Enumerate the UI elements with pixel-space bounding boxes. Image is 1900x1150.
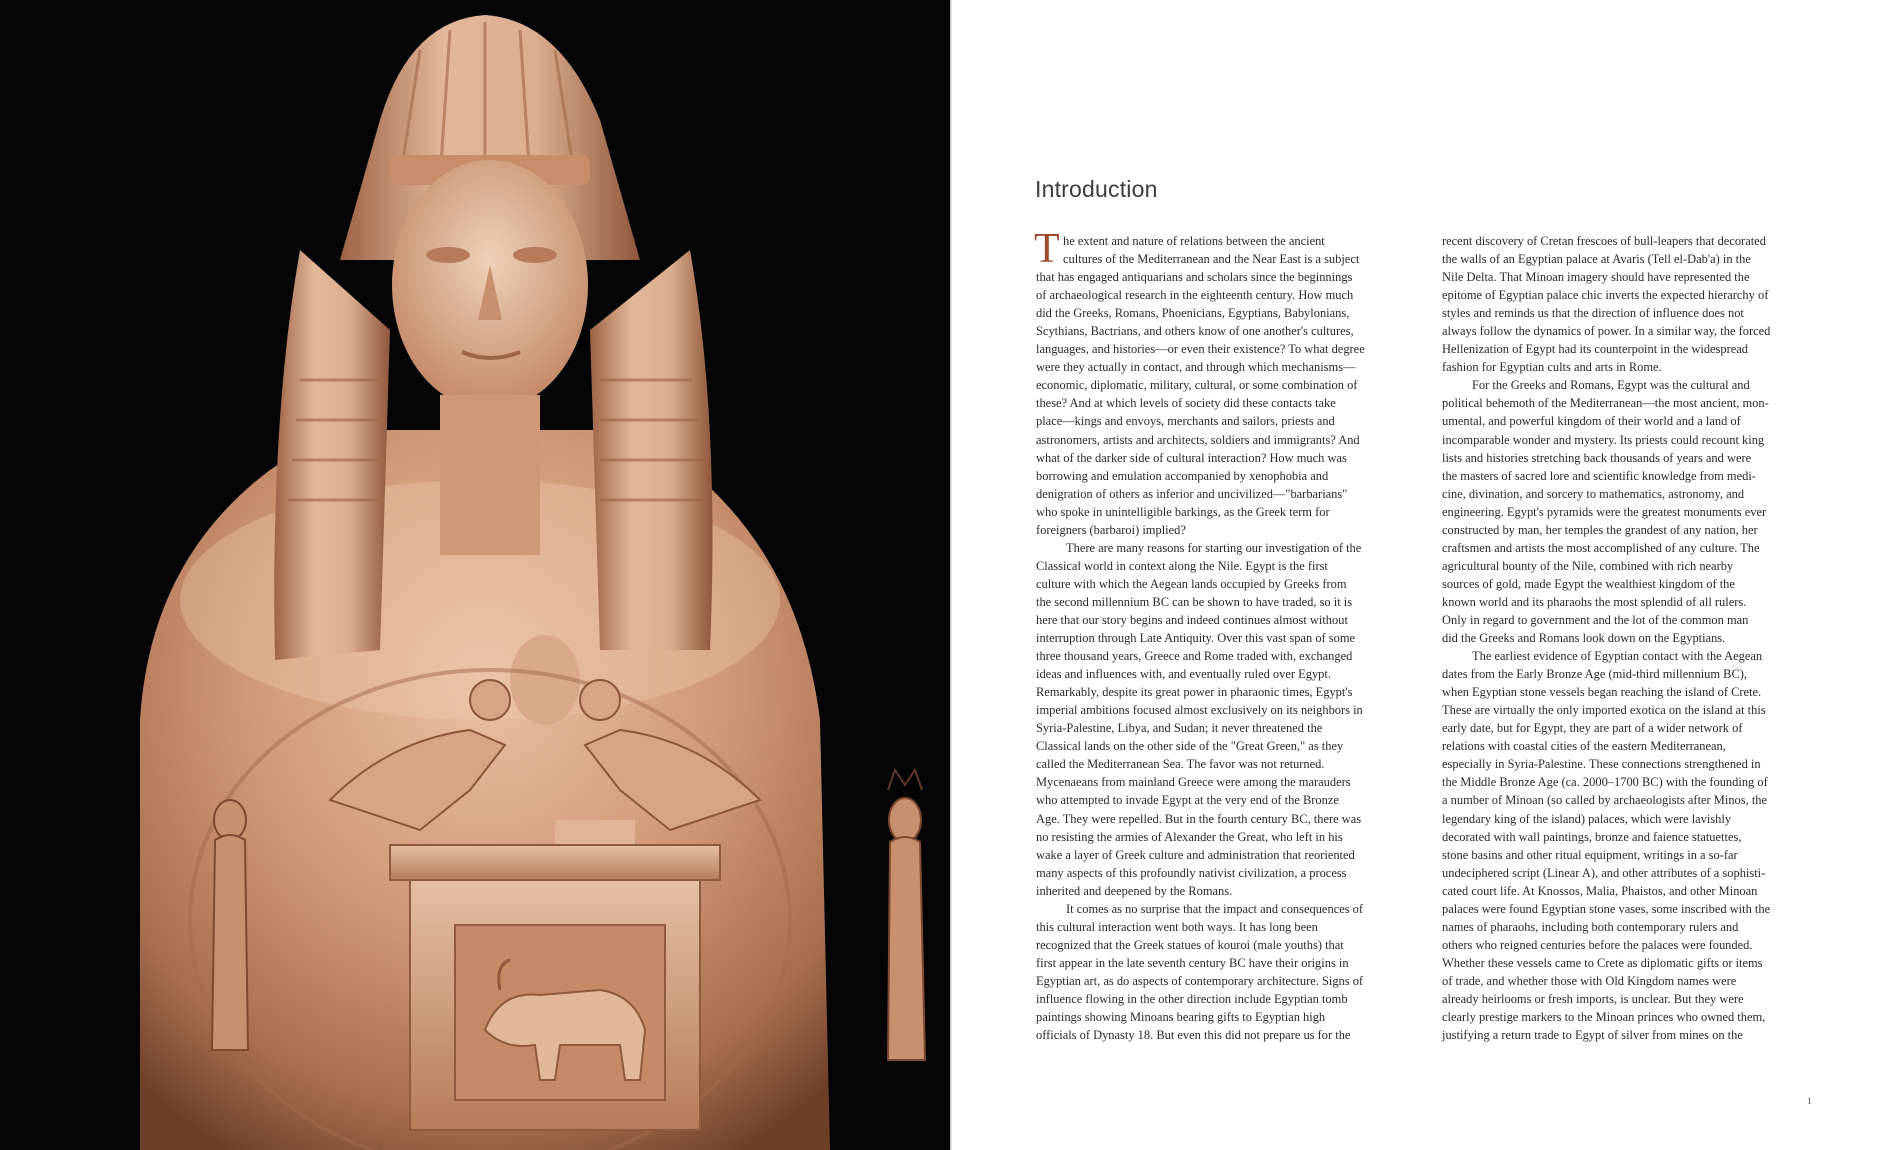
text-line: others who reigned centuries before the palaces were founded. xyxy=(1442,937,1753,952)
chapter-title: Introduction xyxy=(1035,176,1158,202)
text-line: of trade, and whether those with Old Kingdom names were xyxy=(1442,973,1737,988)
text-line: early date, but for Egypt, they are part of a wider network of xyxy=(1442,721,1743,736)
text-line: Only in regard to government and the lot of the common man xyxy=(1442,612,1749,627)
text-line: did the Greeks and Romans look down on the Egyptians. xyxy=(1442,631,1726,646)
text-line: the Middle Bronze Age (ca. 2000–1700 BC) with the founding of xyxy=(1442,775,1768,790)
text-line: stone basins and other ritual equipment, writings in a so-far xyxy=(1442,847,1738,862)
text-line: cine, divination, and sorcery to mathematics, astronomy, and xyxy=(1442,486,1745,501)
text-line: These are virtually the only imported exotica on the island at this xyxy=(1442,703,1766,718)
text-line: borrowing and emulation accompanied by xenophobia and xyxy=(1036,468,1329,483)
text-line: recent discovery of Cretan frescoes of bull-leapers that decorated xyxy=(1442,234,1766,248)
text-line: There are many reasons for starting our investigation of the xyxy=(1066,540,1362,555)
text-line: Classical world in context along the Nile. Egypt is the first xyxy=(1036,558,1328,573)
text-line: the walls of an Egyptian palace at Avaris (Tell el-Dab'a) in the xyxy=(1442,252,1751,267)
text-line: astronomers, artists and architects, soldiers and immigrants? And xyxy=(1036,432,1360,447)
text-line: Hellenization of Egypt had its counterpoint in the widespread xyxy=(1442,342,1749,357)
text-page xyxy=(952,0,1900,1150)
text-line: Age. They were repelled. But in the fourth century BC, there was xyxy=(1036,811,1362,826)
text-line: undeciphered script (Linear A), and other attributes of a sophisti- xyxy=(1442,865,1766,880)
text-line: interruption through Late Antiquity. Over this vast span of some xyxy=(1036,631,1356,646)
text-line: agricultural bounty of the Nile, combined with rich nearby xyxy=(1442,558,1734,573)
text-line: denigration of others as inferior and uncivilized—"barbarians" xyxy=(1036,486,1348,501)
text-line: incomparable wonder and mystery. Its priests could recount king xyxy=(1442,432,1765,447)
text-line: dates from the Early Bronze Age (mid-third millennium BC), xyxy=(1442,667,1747,682)
text-line: a number of Minoan (so called by archaeologists after Minos, the xyxy=(1442,793,1768,808)
text-line: Classical lands on the other side of the "Great Green," as they xyxy=(1036,739,1344,754)
page-number: 1 xyxy=(1807,1096,1812,1106)
text-line: Mycenaeans from mainland Greece were among the marauders xyxy=(1036,775,1351,790)
text-line: decorated with wall paintings, bronze and faience statuettes, xyxy=(1442,829,1742,844)
text-line: what of the darker side of cultural interaction? How much was xyxy=(1036,450,1347,465)
text-column-right xyxy=(1442,232,1815,1044)
text-line: clearly prestige markers to the Minoan princes who owned them, xyxy=(1442,1010,1766,1025)
text-line: ideas and influences with, and eventually ruled over Egypt. xyxy=(1036,667,1331,682)
text-line: legendary king of the island) palaces, which were lavishly xyxy=(1442,811,1732,826)
text-line: craftsmen and artists the most accomplished of any culture. The xyxy=(1442,540,1760,555)
text-line: these? And at which levels of society did these contacts take xyxy=(1036,396,1336,411)
text-line: known world and its pharaohs the most splendid of all rulers. xyxy=(1442,594,1747,609)
text-line: of archaeological research in the eighteenth century. How much xyxy=(1036,288,1354,303)
text-line: recognized that the Greek statues of kouroi (male youths) that xyxy=(1036,937,1344,952)
text-line: paintings showing Minoans bearing gifts to Egyptian high xyxy=(1036,1010,1326,1025)
text-line: influence flowing in the other direction include Egyptian tomb xyxy=(1036,991,1348,1006)
text-line: epitome of Egyptian palace chic inverts the expected hierarchy of xyxy=(1442,288,1769,303)
text-line: umental, and powerful kingdom of their world and a land of xyxy=(1442,414,1741,429)
text-line: were they actually in contact, and through which mechanisms— xyxy=(1036,360,1356,375)
text-line: Syria-Palestine, Libya, and Sudan; it never threatened the xyxy=(1036,721,1323,736)
text-line: Nile Delta. That Minoan imagery should have represented the xyxy=(1442,270,1750,285)
text-line: lists and histories stretching back thousands of years and were xyxy=(1442,450,1752,465)
text-line: always follow the dynamics of power. In a similar way, the forced xyxy=(1442,324,1771,339)
text-line: cated court life. At Knossos, Malia, Phaistos, and other Minoan xyxy=(1442,883,1758,898)
text-line: Whether these vessels came to Crete as diplomatic gifts or items xyxy=(1442,955,1763,970)
text-column-left xyxy=(1034,226,1409,1044)
text-line: cultures of the Mediterranean and the Near East is a subject xyxy=(1063,252,1360,267)
text-line: many aspects of this profoundly nativist civilization, a process xyxy=(1036,865,1347,880)
text-line: who attempted to invade Egypt at the very end of the Bronze xyxy=(1036,793,1339,808)
text-line: Remarkably, despite its great power in pharaonic times, Egypt's xyxy=(1036,685,1353,700)
text-line: economic, diplomatic, military, cultural, or some combination of xyxy=(1036,378,1358,393)
text-line: Scythians, Bactrians, and others know of one another's cultures, xyxy=(1036,324,1354,339)
text-line: relations with coastal cities of the eastern Mediterranean, xyxy=(1442,739,1726,754)
text-line: first appear in the late seventh century BC have their origins in xyxy=(1036,955,1349,970)
text-line: that has engaged antiquarians and scholars since the beginnings xyxy=(1036,270,1353,285)
text-line: justifying a return trade to Egypt of silver from mines on the xyxy=(1442,1028,1743,1043)
drop-cap: T xyxy=(1034,226,1060,272)
text-line: palaces were found Egyptian stone vases, some inscribed with the xyxy=(1442,901,1771,916)
text-line: three thousand years, Greece and Rome traded with, exchanged xyxy=(1036,649,1353,664)
text-line: The earliest evidence of Egyptian contact with the Aegean xyxy=(1472,649,1763,664)
text-line: who spoke in unintelligible barkings, as the Greek term for xyxy=(1036,504,1330,519)
text-line: fashion for Egyptian cults and arts in Rome. xyxy=(1442,360,1662,375)
text-line: place—kings and envoys, merchants and sailors, priests and xyxy=(1036,414,1335,429)
text-line: political behemoth of the Mediterranean—the most ancient, mon- xyxy=(1442,396,1769,411)
text-line: inherited and deepened by the Romans. xyxy=(1036,883,1233,898)
text-line: styles and reminds us that the direction of influence does not xyxy=(1442,306,1744,321)
text-line: here that our story begins and indeed continues almost without xyxy=(1036,612,1348,627)
text-line: especially in Syria-Palestine. These connections strengthened in xyxy=(1442,757,1761,772)
text-line: officials of Dynasty 18. But even this did not prepare us for the xyxy=(1036,1028,1351,1043)
text-line: this cultural interaction went both ways. It has long been xyxy=(1036,919,1318,934)
text-line: the second millennium BC can be shown to have traded, so it is xyxy=(1036,594,1353,609)
text-line: he extent and nature of relations between the ancient xyxy=(1063,234,1325,248)
text-line: Egyptian art, as do aspects of contemporary architecture. Signs of xyxy=(1036,973,1364,988)
text-line: when Egyptian stone vessels began reaching the island of Crete. xyxy=(1442,685,1762,700)
text-line: names of pharaohs, including both contemporary rulers and xyxy=(1442,919,1739,934)
text-line: the masters of sacred lore and scientific knowledge from medi- xyxy=(1442,468,1756,483)
text-line: foreigners (barbaroi) implied? xyxy=(1036,522,1186,537)
text-line: culture with which the Aegean lands occupied by Greeks from xyxy=(1036,576,1347,591)
text-line: constructed by man, her temples the grandest of any nation, her xyxy=(1442,522,1758,537)
text-line: It comes as no surprise that the impact and consequences of xyxy=(1066,901,1364,916)
text-line: already heirlooms or fresh imports, is unclear. But they were xyxy=(1442,991,1744,1006)
text-line: imperial ambitions focused almost exclusively on its neighbors in xyxy=(1036,703,1363,718)
text-line: sources of gold, made Egypt the wealthiest kingdom of the xyxy=(1442,576,1735,591)
text-line: did the Greeks, Romans, Phoenicians, Egyptians, Babylonians, xyxy=(1036,306,1350,321)
text-line: no resisting the armies of Alexander the Great, who left in his xyxy=(1036,829,1343,844)
text-line: languages, and histories—or even their existence? To what degree xyxy=(1036,342,1365,357)
text-line: For the Greeks and Romans, Egypt was the cultural and xyxy=(1472,378,1750,393)
text-line: engineering. Egypt's pyramids were the greatest monuments ever xyxy=(1442,504,1767,519)
text-line: called the Mediterranean Sea. The favor was not returned. xyxy=(1036,757,1325,772)
text-line: wake a layer of Greek culture and administration that reoriented xyxy=(1036,847,1355,862)
